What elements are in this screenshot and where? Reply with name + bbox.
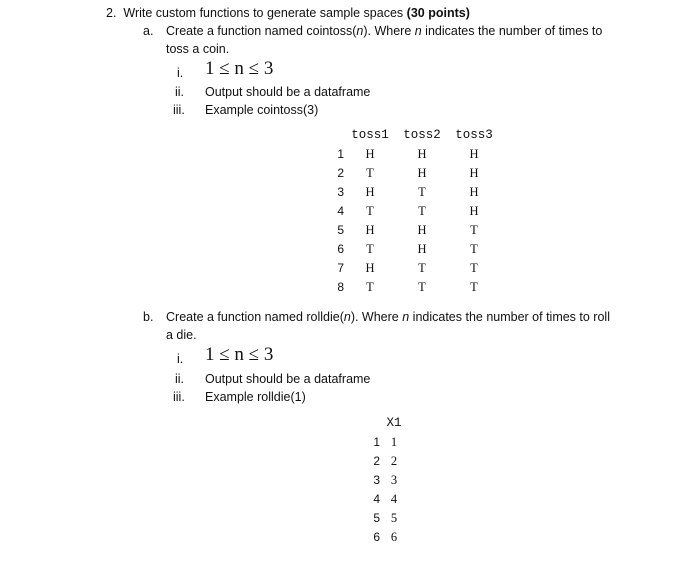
table-row: 5 5 xyxy=(373,511,398,525)
column-header: toss1 xyxy=(351,128,389,142)
part-a-letter: a. xyxy=(143,24,154,38)
part-a-item-marker: iii. xyxy=(173,103,185,117)
table-row: 6 T H T xyxy=(337,242,478,256)
part-a-line1: Create a function named cointoss(n). Where n indicates the number of times to xyxy=(166,24,603,38)
part-b-letter: b. xyxy=(143,310,154,324)
table-row: 2 2 xyxy=(373,454,398,468)
column-header: toss2 xyxy=(403,128,441,142)
part-a-item-marker: ii. xyxy=(175,85,185,99)
part-b-item-text: Example rolldie(1) xyxy=(205,390,306,404)
table-row: 1 1 xyxy=(373,435,398,449)
column-header: X1 xyxy=(386,416,402,430)
table-row: 2 T H H xyxy=(337,166,479,180)
table-row: 6 6 xyxy=(373,530,398,544)
part-b-line1: Create a function named rolldie(n). Where n indicates the number of times to roll xyxy=(166,310,610,324)
table-header-row xyxy=(366,414,408,433)
part-b-item-marker: iii. xyxy=(173,390,185,404)
table-row: 7 H T T xyxy=(337,261,478,275)
cointoss-dataframe xyxy=(326,126,500,297)
part-b-line2: a die. xyxy=(166,328,197,342)
table-row: 8 T T T xyxy=(337,280,478,294)
part-b-item-text: Output should be a dataframe xyxy=(205,372,371,386)
rolldie-dataframe xyxy=(366,414,408,547)
table-header-row xyxy=(326,126,500,145)
question-header xyxy=(106,6,470,20)
part-b-item-marker: ii. xyxy=(175,372,185,386)
question-title: Write custom functions to generate sample spaces xyxy=(123,6,404,20)
part-b-constraint: 1 ≤ n ≤ 3 xyxy=(205,344,274,365)
part-a-item-text: Example cointoss(3) xyxy=(205,103,319,117)
table-row: 3 H T H xyxy=(337,185,479,199)
table-row: 4 T T H xyxy=(337,204,479,218)
part-a-constraint: 1 ≤ n ≤ 3 xyxy=(205,58,274,79)
column-header: toss3 xyxy=(455,128,493,142)
part-a-line2: toss a coin. xyxy=(166,42,230,56)
table-row: 5 H H T xyxy=(337,223,478,237)
part-a-item-text: Output should be a dataframe xyxy=(205,85,371,99)
part-b-item-marker: i. xyxy=(177,352,184,366)
table-row: 4 4 xyxy=(373,492,398,506)
table-row: 3 3 xyxy=(373,473,398,487)
question-points: (30 points) xyxy=(406,6,470,20)
question-number: 2. xyxy=(106,6,117,20)
table-row: 1 H H H xyxy=(337,147,479,161)
part-a-item-marker: i. xyxy=(177,66,184,80)
